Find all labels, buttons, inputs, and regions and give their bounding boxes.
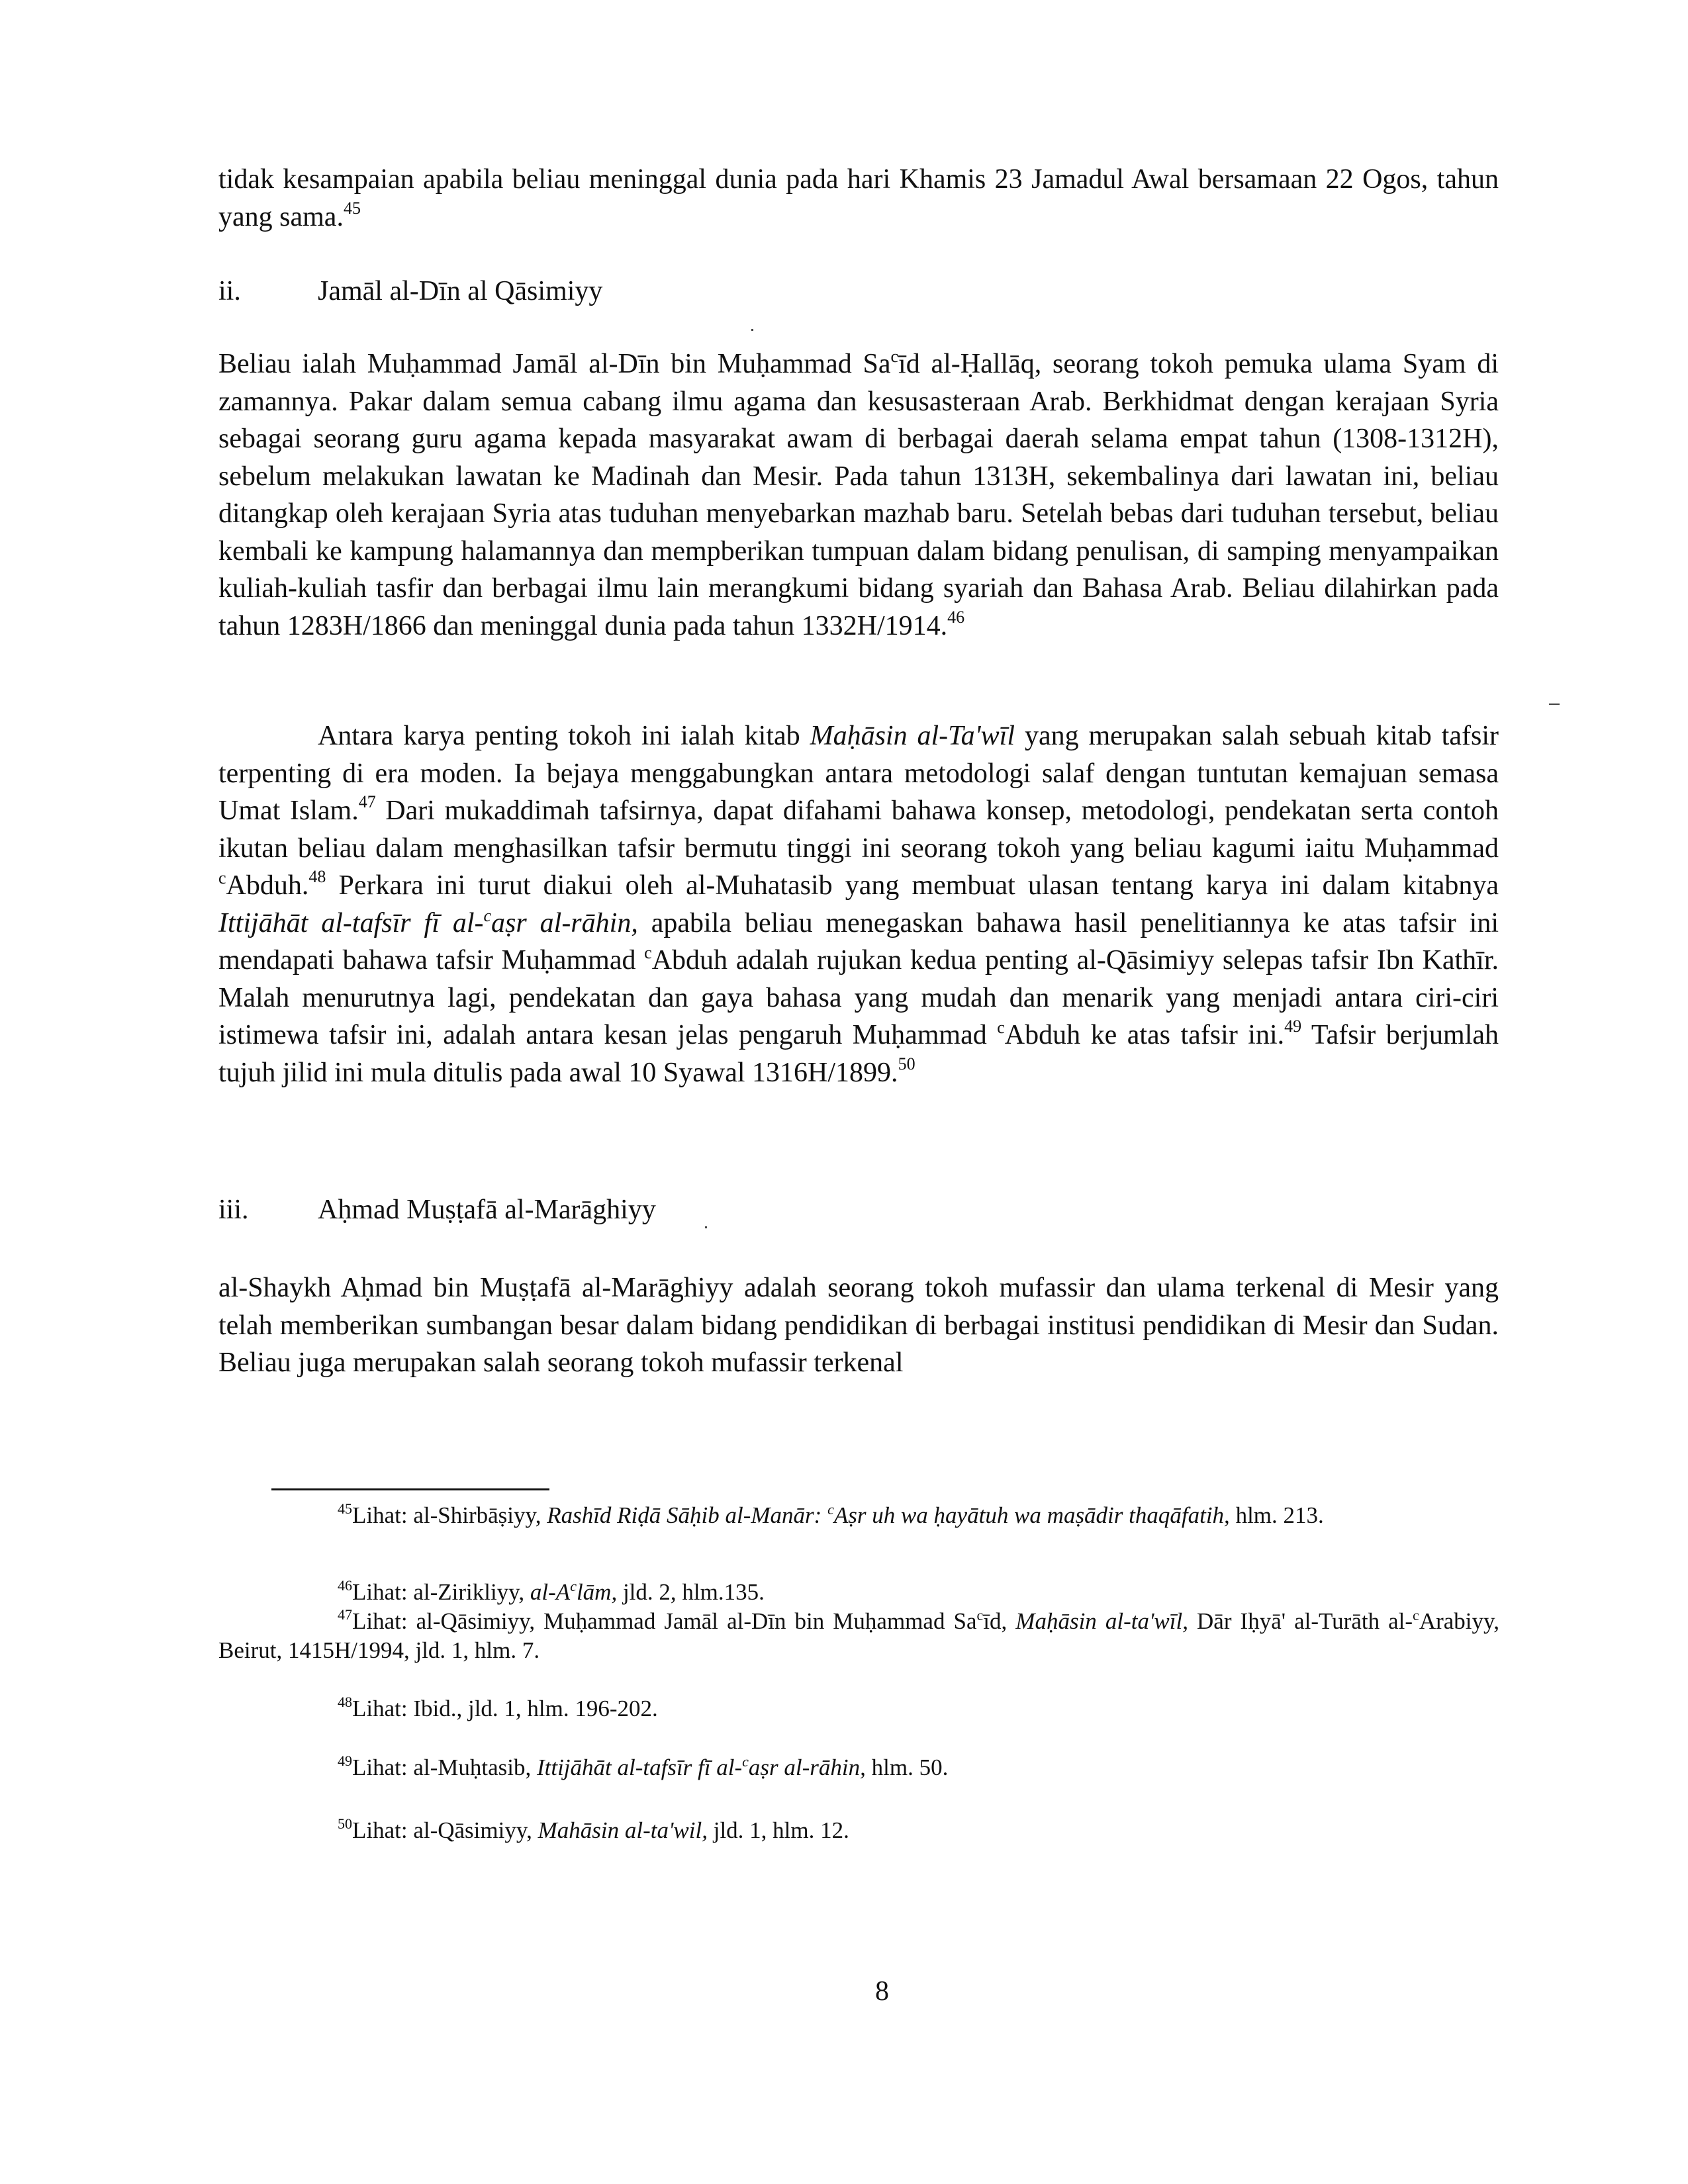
section-title: Aḥmad Muṣṭafā al-Marāghiyy <box>318 1195 656 1225</box>
book-title-part: al-A <box>530 1579 571 1605</box>
section-title: Jamāl al-Dīn al Qāsimiyy <box>318 276 603 306</box>
ain-mark: c <box>976 1607 984 1623</box>
footnote-45 <box>271 1501 1499 1530</box>
footnote-text: hlm. 213. <box>1229 1502 1324 1528</box>
footnote-number: 45 <box>338 1500 352 1517</box>
section-heading-ii <box>218 273 602 310</box>
paragraph-text: Abduh. <box>226 870 309 901</box>
book-title-part: lām, <box>576 1579 618 1605</box>
paragraph-text: Abduh ke atas tafsir ini. <box>1004 1020 1285 1050</box>
footnote-number: 50 <box>338 1815 352 1832</box>
ain-mark: c <box>827 1501 834 1518</box>
paragraph-text: Beliau ialah Muḥammad Jamāl al-Dīn bin Muḥammad Sa <box>218 349 891 379</box>
ain-mark: c <box>644 943 652 962</box>
footnote-ref-49[interactable]: 49 <box>1284 1017 1302 1036</box>
paragraph-text: Perkara ini turut diakui oleh al-Muhatasib yang membuat ulasan tentang karya ini dalam kitabnya <box>326 870 1499 901</box>
paragraph-text: Tafsir berjumlah tujuh jilid ini mula ditulis pada awal 10 Syawal 1316H/1899. <box>218 1020 1499 1088</box>
footnote-text: Lihat: al-Qāsimiyy, <box>352 1817 538 1843</box>
footnote-number: 49 <box>338 1752 352 1769</box>
footnote-text: hlm. 50. <box>865 1754 949 1780</box>
footnote-ref-48[interactable]: 48 <box>308 867 326 886</box>
footnote-text: īd, <box>983 1608 1016 1634</box>
paragraph-4 <box>218 1269 1499 1382</box>
footnote-50 <box>271 1816 1499 1845</box>
book-title-part: aṣr al-rāhin, <box>491 907 638 938</box>
section-number: iii. <box>218 1195 249 1225</box>
footnote-ref-47[interactable]: 47 <box>358 792 376 811</box>
footnote-text: Arabiyy, Beirut, 1415H/1994, jld. 1, hlm. 7. <box>218 1608 1499 1663</box>
footnote-text: jld. 2, hlm.135. <box>617 1579 765 1605</box>
paragraph-3 <box>218 717 1499 1091</box>
book-title: Maḥāsin al-ta'wīl, <box>1015 1608 1188 1634</box>
paragraph-text: Dari mukaddimah tafsirnya, dapat difahami bahawa konsep, metodologi, pendekatan serta contoh ikutan beliau dalam menghasilkan tafsir bermutu tinggi ini seorang tokoh yang beliau kagumi iaitu Muḥammad <box>218 796 1499 864</box>
book-title-part: Aṣr uh wa ḥayātuh wa maṣādir thaqāfatih, <box>833 1502 1230 1528</box>
paragraph-1 <box>218 161 1499 236</box>
footnote-ref-50[interactable]: 50 <box>898 1054 915 1073</box>
ain-mark: c <box>742 1753 749 1770</box>
footnote-text: Lihat: al-Zirikliyy, <box>352 1579 530 1605</box>
paragraph-text: Antara karya penting tokoh ini ialah kitab <box>318 721 810 751</box>
ain-mark: c <box>1413 1607 1419 1623</box>
ain-mark: c <box>997 1018 1005 1037</box>
book-title: Mahāsin al-ta'wil, <box>538 1817 708 1843</box>
section-heading-iii <box>218 1191 656 1228</box>
paragraph-text: Abduh adalah rujukan kedua penting al-Qāsimiyy selepas tafsir Ibn Kathīr. Malah menurutnya lagi, pendekatan dan gaya bahasa yang mudah dan menarik yang menjadi antara ciri-ciri istimewa tafsir ini, adalah antara kesan jelas pengaruh Muḥammad <box>218 945 1499 1050</box>
footnote-text: Lihat: Ibid., jld. 1, hlm. 196-202. <box>352 1696 658 1721</box>
paragraph-text: īd al-Ḥallāq, seorang tokoh pemuka ulama Syam di zamannya. Pakar dalam semua cabang ilmu agama dan kesusasteraan Arab. Berkhidmat dengan kerajaan Syria sebagai seorang guru agama kepada masyarakat awam di berbagai daerah selama empat tahun (1308-1312H), sebelum melakukan lawatan ke Madinah dan Mesir. Pada tahun 1313H, sekembalinya dari lawatan ini, beliau ditangkap oleh kerajaan Syria atas tuduhan menyebarkan mazhab baru. Setelah bebas dari tuduhan tersebut, beliau kembali ke kampung halamannya dan mempberikan tumpuan dalam bidang penulisan, di samping menyampaikan kuliah-kuliah tasfir dan berbagai ilmu lain merangkumi bidang syariah dan Bahasa Arab. Beliau dilahirkan pada tahun 1283H/1866 dan meninggal dunia pada tahun 1332H/1914. <box>218 349 1499 641</box>
footnote-49 <box>271 1753 1499 1782</box>
footnote-separator <box>271 1488 549 1490</box>
footnote-number: 46 <box>338 1577 352 1594</box>
book-title-part: aṣr al-rāhin, <box>748 1754 866 1780</box>
book-title-part: Ittijāhāt al-tafsīr fī al- <box>218 907 484 938</box>
footnote-number: 47 <box>338 1606 352 1623</box>
page-number: 8 <box>875 1976 889 2007</box>
scan-speck <box>751 329 753 331</box>
scan-speck <box>705 1226 707 1228</box>
ain-mark: c <box>483 905 492 925</box>
paragraph-2 <box>218 345 1499 645</box>
footnote-47 <box>218 1607 1499 1665</box>
book-title <box>218 905 638 938</box>
footnote-text: jld. 1, hlm. 12. <box>707 1817 849 1843</box>
footnote-46 <box>271 1578 1499 1607</box>
footnote-text: Dār Iḥyā' al-Turāth al- <box>1188 1608 1413 1634</box>
ain-mark: c <box>218 868 226 887</box>
ain-mark: c <box>890 347 899 366</box>
paragraph-text: tidak kesampaian apabila beliau meninggal dunia pada hari Khamis 23 Jamadul Awal bersamaan 22 Ogos, tahun yang sama. <box>218 164 1499 232</box>
scan-speck <box>1549 704 1560 705</box>
book-title-part: Ittijāhāt al-tafsīr fī al- <box>536 1754 743 1780</box>
footnote-48 <box>271 1694 1499 1723</box>
footnote-ref-46[interactable]: 46 <box>947 607 965 627</box>
section-number: ii. <box>218 276 241 306</box>
footnote-text: Lihat: al-Qāsimiyy, Muḥammad Jamāl al-Dīn bin Muḥammad Sa <box>352 1608 977 1634</box>
book-title-part: Rashīd Riḍā Sāḥib al-Manār: <box>547 1502 828 1528</box>
footnote-number: 48 <box>338 1694 352 1710</box>
footnote-text: Lihat: al-Shirbāṣiyy, <box>352 1502 547 1528</box>
footnote-ref-45[interactable]: 45 <box>343 198 361 218</box>
book-title: Maḥāsin al-Ta'wīl <box>810 721 1015 751</box>
paragraph-text: al-Shaykh Aḥmad bin Muṣṭafā al-Marāghiyy adalah seorang tokoh mufassir dan ulama terkenal di Mesir yang telah memberikan sumbangan besar dalam bidang pendidikan di berbagai institusi pendidikan di Mesir dan Sudan. Beliau juga merupakan salah seorang tokoh mufassir terkenal <box>218 1273 1499 1378</box>
footnote-text: Lihat: al-Muḥtasib, <box>352 1754 537 1780</box>
paragraph-text: apabila beliau menegaskan bahawa hasil penelitiannya ke atas tafsir ini mendapati bahawa tafsir Muḥammad <box>218 907 1499 976</box>
ain-mark: c <box>570 1578 577 1594</box>
paragraph-text: yang merupakan salah sebuah kitab tafsir terpenting di era moden. Ia bejaya menggabungkan antara metodologi salaf dengan tuntutan kemajuan semasa Umat Islam. <box>218 721 1499 826</box>
